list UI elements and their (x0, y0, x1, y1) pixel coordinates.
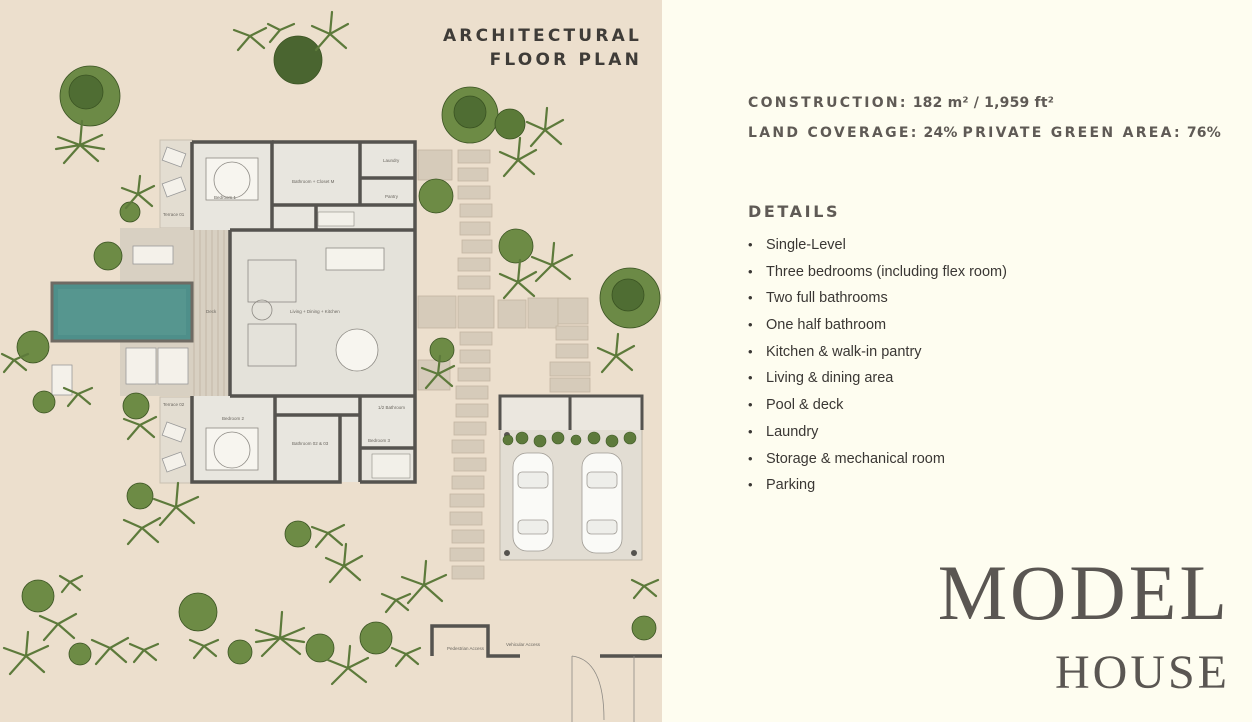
label-vehicle: Vehicular Access (506, 642, 541, 647)
construction-row (748, 95, 1054, 111)
label-pantry: Pantry (385, 194, 399, 199)
label-half-bath: 1/2 Bathroom (378, 405, 406, 410)
details-item: • One half bathroom (748, 314, 1007, 341)
car-left (513, 453, 553, 551)
details-item: • Single-Level (748, 234, 1007, 261)
label-terrace-2: Terrace 02 (163, 402, 185, 407)
model-title: MODEL (937, 549, 1230, 636)
details-item: • Laundry (748, 421, 1007, 448)
details-item: • Storage & mechanical room (748, 448, 1007, 475)
plan-title (443, 24, 642, 72)
label-bath-shared: Bathroom 02 & 03 (292, 441, 329, 446)
info-panel (662, 0, 1252, 722)
plan-title-line-1: ARCHITECTURAL (442, 26, 642, 46)
property-wall (432, 626, 662, 656)
construction-label: CONSTRUCTION: (748, 95, 908, 111)
label-living: Living + Dining + Kitchen (290, 309, 340, 314)
kitchen-island (326, 248, 384, 270)
coverage-value: 24% (923, 125, 958, 141)
details-item: • Living & dining area (748, 367, 1007, 394)
label-laundry: Laundry (383, 158, 400, 163)
label-bedroom-3: Bedroom 3 (368, 438, 391, 443)
dining-table (336, 329, 378, 371)
plan-title-line-2: FLOOR PLAN (489, 50, 642, 70)
label-terrace-1: Terrace 01 (163, 212, 185, 217)
green-area-label: PRIVATE GREEN AREA: (962, 125, 1182, 141)
label-bedroom-2: Bedroom 2 (222, 416, 245, 421)
details-list (748, 234, 1007, 501)
green-area-value: 76% (1186, 125, 1221, 141)
house-title: HOUSE (1054, 646, 1230, 699)
details-item: • Pool & deck (748, 394, 1007, 421)
outdoor-dining-table (133, 246, 173, 264)
label-deck: Deck (206, 309, 217, 314)
details-item: • Parking (748, 474, 1007, 501)
car-right (582, 453, 622, 553)
details-item: • Kitchen & walk-in pantry (748, 341, 1007, 368)
label-bedroom-1: Bedroom 1 (214, 195, 237, 200)
coverage-row (748, 125, 1221, 141)
details-heading: DETAILS (748, 202, 841, 221)
details-item: • Two full bathrooms (748, 287, 1007, 314)
construction-value: 182 m² / 1,959 ft² (912, 95, 1055, 111)
coverage-label: LAND COVERAGE: (748, 125, 919, 141)
label-bath-closet: Bathroom + Closet M (292, 179, 335, 184)
label-pedestrian: Pedestrian Access (447, 646, 485, 651)
details-item: • Three bedrooms (including flex room) (748, 261, 1007, 288)
